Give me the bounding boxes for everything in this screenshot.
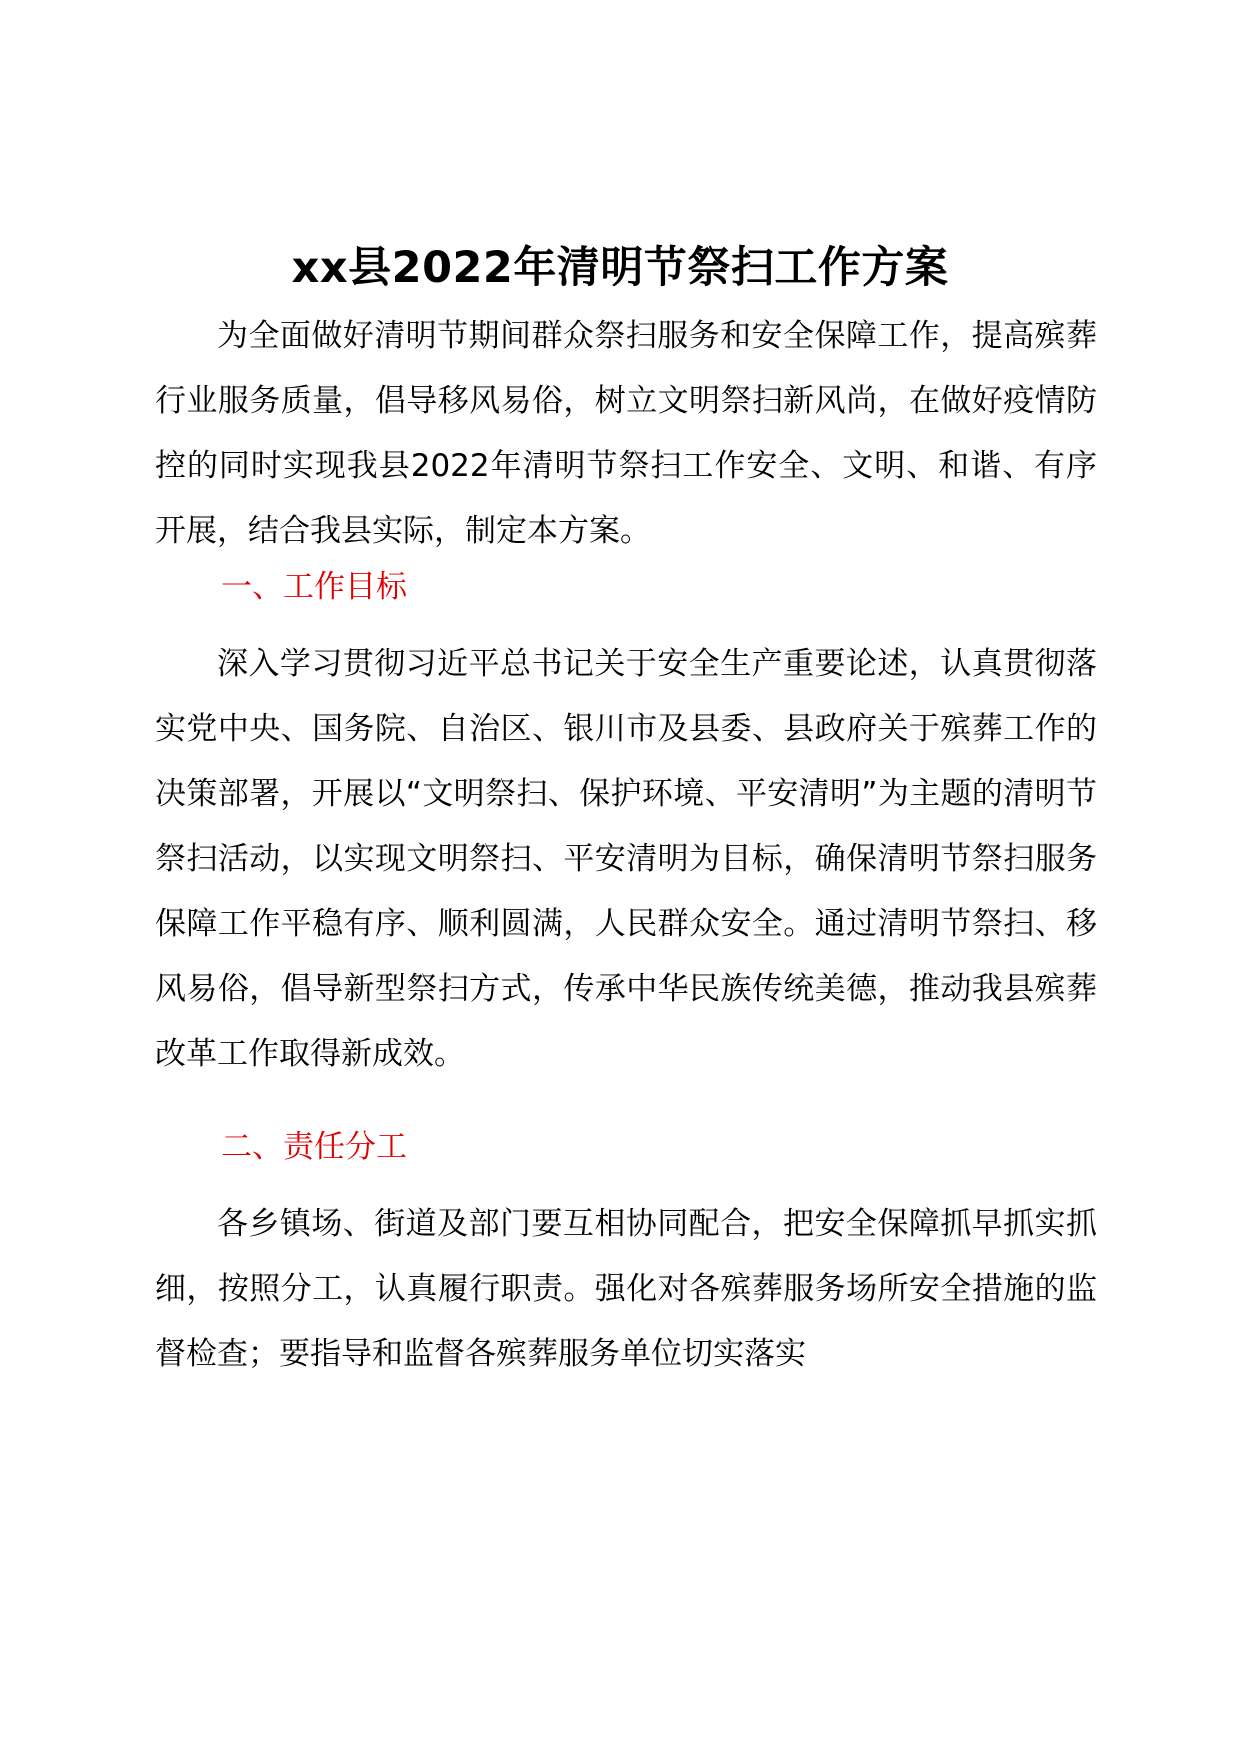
document-title: xx县2022年清明节祭扫工作方案 <box>291 243 949 293</box>
section-heading-goals: 一、工作目标 <box>221 569 407 605</box>
section-heading-responsibilities: 二、责任分工 <box>221 1129 407 1165</box>
section-body-goals: 深入学习贯彻习近平总书记关于安全生产重要论述，认真贯彻落实党中央、国务院、自治区、银川市及县委、县政府关于殡葬工作的决策部署，开展以“文明祭扫、保护环境、平安清明”为主题的清明节祭扫活动，以实现文明祭扫、平安清明为目标，确保清明节祭扫服务保障工作平稳有序、顺利圆满，人民群众安全。通过清明节祭扫、移风易俗，倡导新型祭扫方式，传承中华民族传统美德，推动我县殡葬改革工作取得新成效。 <box>155 646 1097 1072</box>
section-body-responsibilities: 各乡镇场、街道及部门要互相协同配合，把安全保障抓早抓实抓细，按照分工，认真履行职责。强化对各殡葬服务场所安全措施的监督检查；要指导和监督各殡葬服务单位切实落实 <box>155 1206 1097 1372</box>
intro-paragraph: 为全面做好清明节期间群众祭扫服务和安全保障工作，提高殡葬行业服务质量，倡导移风易俗，树立文明祭扫新风尚，在做好疫情防控的同时实现我县2022年清明节祭扫工作安全、文明、和谐、有序开展，结合我县实际，制定本方案。 <box>155 318 1097 549</box>
